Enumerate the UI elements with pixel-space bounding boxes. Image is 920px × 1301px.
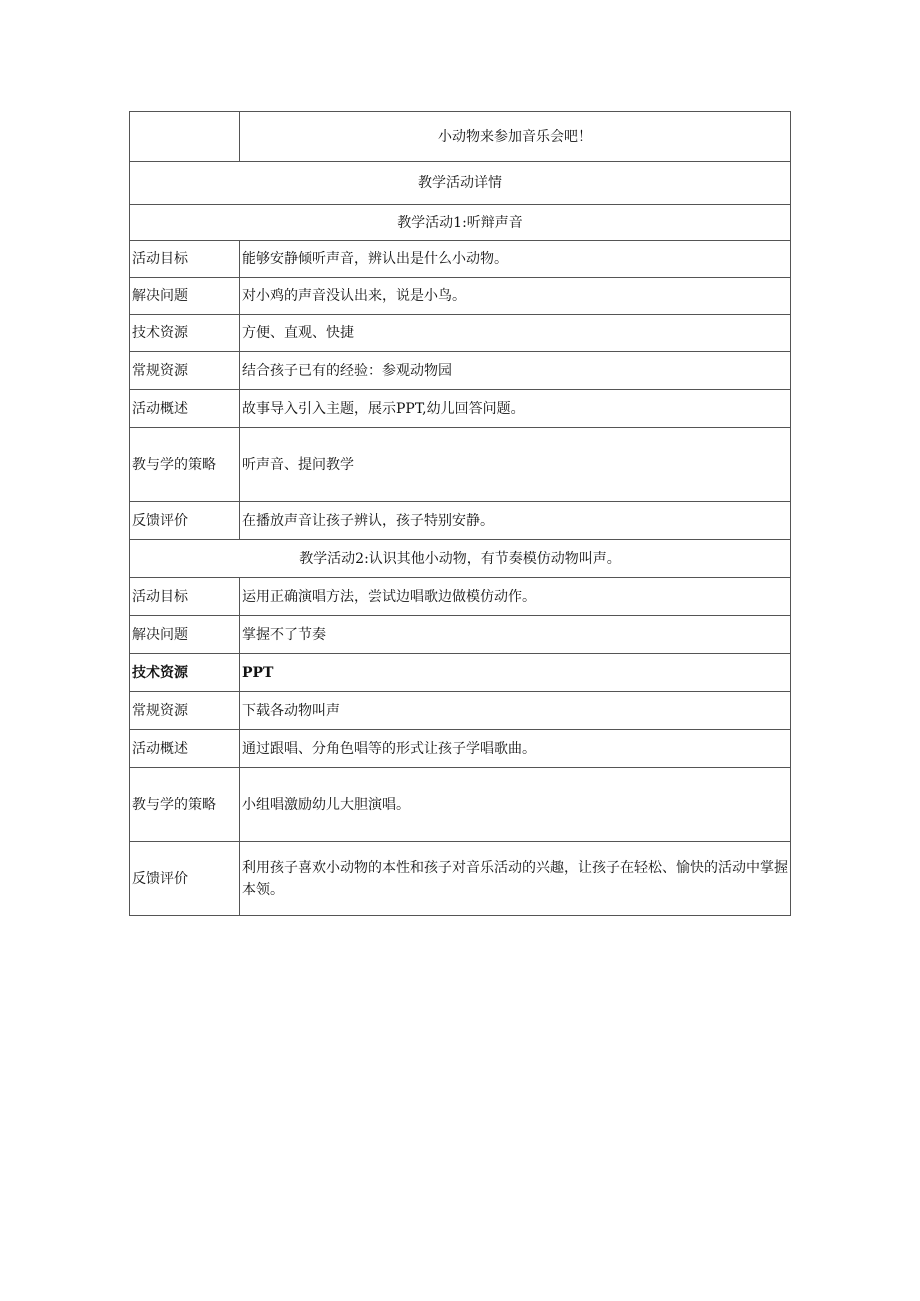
section-row [130, 162, 791, 205]
table-row [130, 352, 791, 390]
table-row [130, 390, 791, 428]
row-value: 小组唱激励幼儿大胆演唱。 [240, 768, 791, 842]
activity-2-heading: 教学活动2:认识其他小动物，有节奏模仿动物叫声。 [130, 540, 791, 578]
table-row [130, 241, 791, 278]
row-label: 活动概述 [130, 390, 240, 428]
activity-1-heading-row [130, 205, 791, 241]
table-row [130, 616, 791, 654]
lesson-plan-table [129, 111, 791, 916]
row-label: 解决问题 [130, 278, 240, 315]
row-value: 结合孩子已有的经验：参观动物园 [240, 352, 791, 390]
row-label: 解决问题 [130, 616, 240, 654]
table-row [130, 578, 791, 616]
row-label: 反馈评价 [130, 842, 240, 916]
row-label: 常规资源 [130, 352, 240, 390]
header-empty-cell [130, 112, 240, 162]
table-row [130, 654, 791, 692]
row-label: 教与学的策略 [130, 768, 240, 842]
header-row [130, 112, 791, 162]
row-value: PPT [240, 654, 791, 692]
row-label: 活动目标 [130, 241, 240, 278]
row-value: 能够安静倾听声音，辨认出是什么小动物。 [240, 241, 791, 278]
row-label: 技术资源 [130, 315, 240, 352]
row-value: 下载各动物叫声 [240, 692, 791, 730]
table-row [130, 502, 791, 540]
row-value: 方便、直观、快捷 [240, 315, 791, 352]
table-row [130, 730, 791, 768]
row-value: 利用孩子喜欢小动物的本性和孩子对音乐活动的兴趣，让孩子在轻松、愉快的活动中掌握本领。 [240, 842, 791, 916]
table-row [130, 768, 791, 842]
row-value: 通过跟唱、分角色唱等的形式让孩子学唱歌曲。 [240, 730, 791, 768]
row-label: 反馈评价 [130, 502, 240, 540]
activity-1-heading: 教学活动1:听辩声音 [130, 205, 791, 241]
page-title: 小动物来参加音乐会吧！ [240, 112, 791, 162]
table-row [130, 428, 791, 502]
row-label: 活动概述 [130, 730, 240, 768]
table-row [130, 315, 791, 352]
activity-2-heading-row [130, 540, 791, 578]
row-label: 技术资源 [130, 654, 240, 692]
row-value: 运用正确演唱方法，尝试边唱歌边做模仿动作。 [240, 578, 791, 616]
row-label: 活动目标 [130, 578, 240, 616]
row-value: 掌握不了节奏 [240, 616, 791, 654]
table-row [130, 692, 791, 730]
table-row [130, 842, 791, 916]
row-label: 教与学的策略 [130, 428, 240, 502]
row-label: 常规资源 [130, 692, 240, 730]
row-value: 故事导入引入主题，展示PPT,幼儿回答问题。 [240, 390, 791, 428]
table-row [130, 278, 791, 315]
row-value: 对小鸡的声音没认出来，说是小鸟。 [240, 278, 791, 315]
section-title: 教学活动详情 [130, 162, 791, 205]
row-value: 听声音、提问教学 [240, 428, 791, 502]
row-value: 在播放声音让孩子辨认，孩子特别安静。 [240, 502, 791, 540]
